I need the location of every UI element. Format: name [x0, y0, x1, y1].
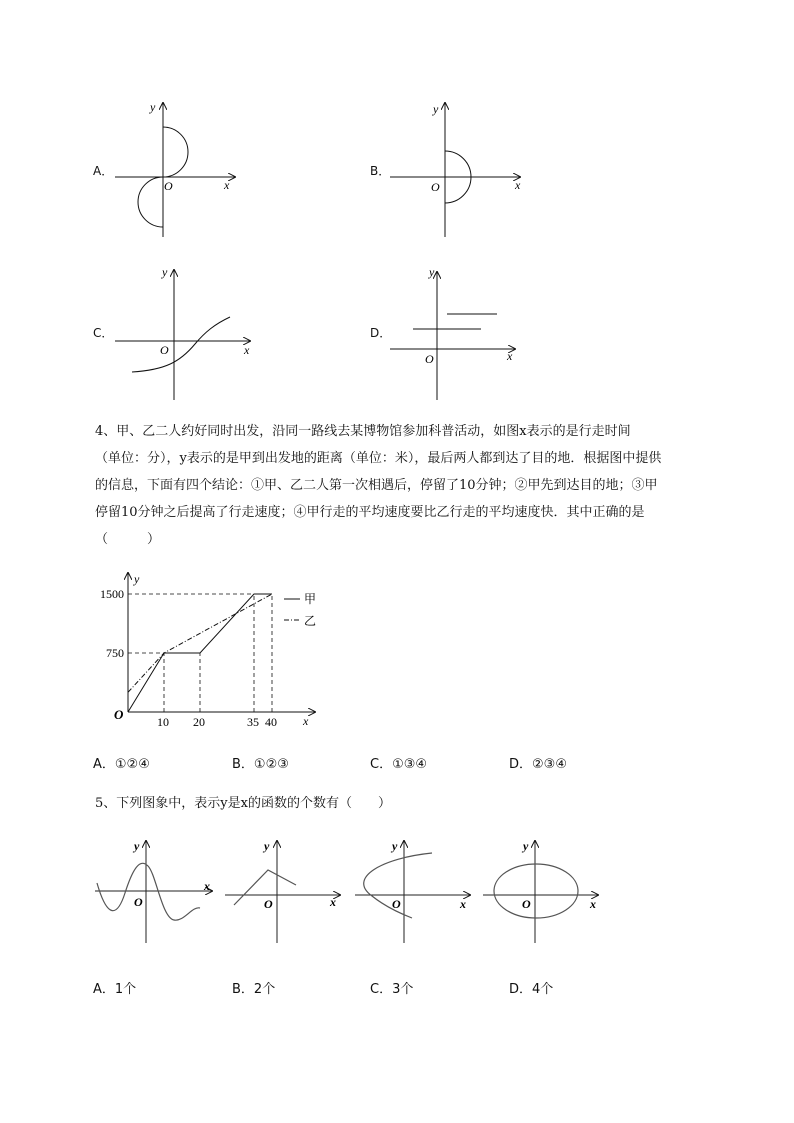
upper-semicircle — [163, 127, 188, 177]
graph-a — [110, 95, 250, 245]
q4-choice-c[interactable]: C．①③④ — [370, 757, 428, 772]
x-label: x — [507, 349, 513, 363]
ellipse-curve — [494, 864, 578, 918]
x-tick-20: 20 — [193, 715, 205, 729]
q5-choice-d[interactable]: D．4个 — [509, 982, 554, 997]
question-4-text — [95, 418, 735, 553]
q4-choice-d[interactable]: D．②③④ — [509, 757, 567, 772]
question-5-text: 5、下列图象中，表示y是x的函数的个数有（ ） — [95, 796, 391, 811]
q5-graph-ellipse — [480, 838, 605, 948]
origin-label: O — [431, 180, 440, 194]
legend-yi-label: 乙 — [304, 614, 317, 628]
origin-label: O — [264, 897, 273, 911]
origin-label: O — [114, 707, 124, 722]
x-tick-35: 35 — [247, 715, 259, 729]
q5-graph-polyline — [222, 838, 347, 948]
q4-choice-b[interactable]: B．①②③ — [232, 757, 289, 772]
x-tick-40: 40 — [265, 715, 277, 729]
x-label: x — [224, 178, 230, 192]
graph-c — [110, 262, 260, 407]
graph-b — [385, 95, 535, 245]
y-label: y — [134, 839, 140, 853]
y-label: y — [150, 100, 156, 114]
y-label: y — [392, 839, 398, 853]
y-label: y — [433, 102, 439, 116]
origin-label: O — [134, 895, 143, 909]
q5-graph-parabola — [352, 838, 477, 948]
option-a-label: A． — [93, 164, 114, 178]
option-c-label: C． — [93, 326, 114, 340]
x-label: x — [590, 897, 596, 911]
origin-label: O — [425, 352, 434, 366]
x-label: x — [460, 897, 466, 911]
sine-curve — [97, 863, 200, 920]
origin-label: O — [164, 179, 173, 193]
x-label: x — [515, 178, 521, 192]
x-tick-10: 10 — [157, 715, 169, 729]
option-b-label: B． — [370, 164, 391, 178]
q4-distance-time-chart — [90, 565, 350, 735]
y-axis-label: y — [134, 572, 140, 586]
q5-choice-a[interactable]: A．1个 — [93, 982, 137, 997]
x-label: x — [330, 895, 336, 909]
y-tick-750: 750 — [106, 646, 124, 660]
q5-choice-c[interactable]: C．3个 — [370, 982, 414, 997]
x-label: x — [244, 343, 250, 357]
origin-label: O — [160, 343, 169, 357]
q4-line-2: （单位：分），y表示的是甲到出发地的距离（单位：米），最后两人都到达了目的地．根据图中提供 — [95, 451, 662, 466]
y-label: y — [162, 265, 168, 279]
origin-label: O — [392, 897, 401, 911]
origin-label: O — [522, 897, 531, 911]
q4-line-4: 停留10分钟之后提高了行走速度；④甲行走的平均速度要比乙行走的平均速度快．其中正确的是 — [95, 505, 645, 520]
option-d-label: D． — [370, 326, 392, 340]
graph-d — [385, 262, 535, 407]
y-label: y — [523, 839, 529, 853]
s-curve — [132, 317, 230, 372]
lower-semicircle — [138, 177, 163, 227]
q4-line-3: 的信息，下面有四个结论：①甲、乙二人第一次相遇后，停留了10分钟；②甲先到达目的地；③甲 — [95, 478, 658, 493]
q4-line-1: 4、甲、乙二人约好同时出发，沿同一路线去某博物馆参加科普活动，如图x表示的是行走时间 — [95, 424, 631, 439]
y-label: y — [264, 839, 270, 853]
x-label: x — [204, 879, 210, 893]
legend-jia-label: 甲 — [304, 592, 317, 606]
y-tick-1500: 1500 — [100, 587, 124, 601]
q4-line-5: （ ） — [95, 532, 161, 547]
q4-choice-a[interactable]: A．①②④ — [93, 757, 150, 772]
q5-graph-sine — [92, 838, 217, 948]
q5-choice-b[interactable]: B．2个 — [232, 982, 276, 997]
x-axis-label: x — [303, 714, 309, 728]
y-label: y — [429, 265, 435, 279]
series-yi — [128, 594, 272, 692]
